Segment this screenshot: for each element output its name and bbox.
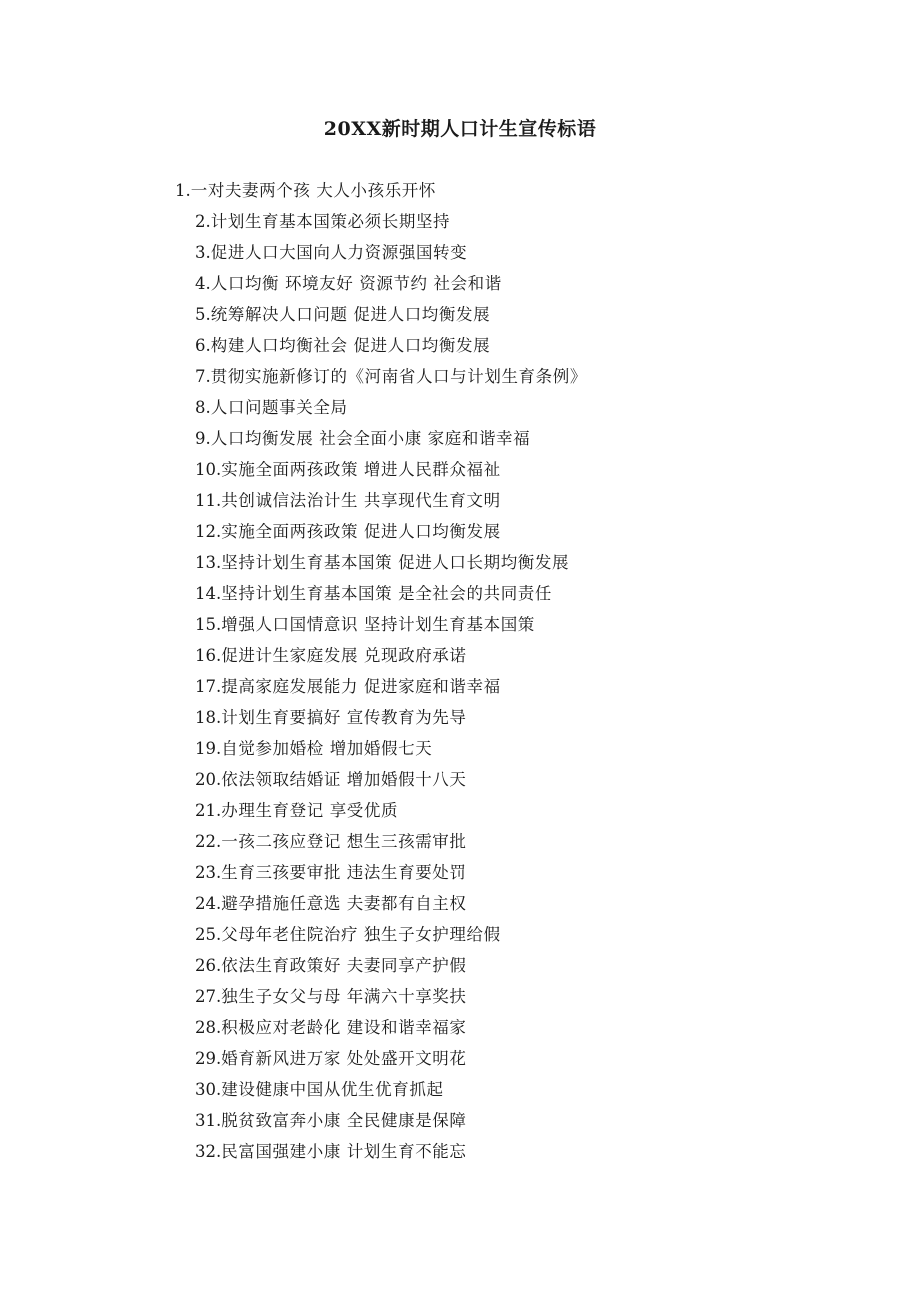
list-item <box>175 643 587 674</box>
item-text: 坚持计划生育基本国策 促进人口长期均衡发展 <box>221 553 570 572</box>
list-item <box>175 674 587 705</box>
item-number: 29. <box>195 1049 222 1068</box>
list-item <box>175 426 587 457</box>
item-text: 坚持计划生育基本国策 是全社会的共同责任 <box>221 584 552 603</box>
item-text: 避孕措施任意选 夫妻都有自主权 <box>221 894 467 913</box>
item-number: 15. <box>195 615 222 634</box>
item-text: 促进计生家庭发展 兑现政府承诺 <box>221 646 467 665</box>
list-item <box>175 302 587 333</box>
item-number: 8. <box>195 398 211 417</box>
item-text: 构建人口均衡社会 促进人口均衡发展 <box>210 336 491 355</box>
list-item <box>175 612 587 643</box>
list-item <box>175 240 587 271</box>
item-number: 16. <box>195 646 222 665</box>
item-number: 30. <box>195 1080 222 1099</box>
item-number: 28. <box>195 1018 222 1037</box>
item-text: 依法生育政策好 夫妻同享产护假 <box>221 956 467 975</box>
list-item <box>175 953 587 984</box>
item-text: 贯彻实施新修订的《河南省人口与计划生育条例》 <box>210 367 587 386</box>
item-number: 13. <box>195 553 222 572</box>
list-item <box>175 1139 587 1170</box>
item-text: 统筹解决人口问题 促进人口均衡发展 <box>210 305 491 324</box>
list-item <box>175 860 587 891</box>
list-item <box>175 178 587 209</box>
item-number: 23. <box>195 863 222 882</box>
item-text: 共创诚信法治计生 共享现代生育文明 <box>221 491 501 510</box>
item-text: 一孩二孩应登记 想生三孩需审批 <box>221 832 467 851</box>
item-number: 18. <box>195 708 222 727</box>
list-item <box>175 271 587 302</box>
item-number: 11. <box>195 491 222 510</box>
item-number: 24. <box>195 894 222 913</box>
slogan-list <box>175 178 587 1170</box>
item-number: 31. <box>195 1111 222 1130</box>
list-item <box>175 333 587 364</box>
item-text: 生育三孩要审批 违法生育要处罚 <box>221 863 467 882</box>
document-title: 20XX新时期人口计生宣传标语 <box>323 118 597 140</box>
list-item <box>175 581 587 612</box>
list-item <box>175 984 587 1015</box>
item-text: 积极应对老龄化 建设和谐幸福家 <box>221 1018 467 1037</box>
item-number: 6. <box>195 336 211 355</box>
item-text: 促进人口大国向人力资源强国转变 <box>210 243 468 262</box>
item-number: 3. <box>195 243 211 262</box>
item-text: 人口均衡 环境友好 资源节约 社会和谐 <box>210 274 502 293</box>
item-text: 增强人口国情意识 坚持计划生育基本国策 <box>221 615 535 634</box>
item-text: 实施全面两孩政策 增进人民群众福祉 <box>221 460 501 479</box>
list-item <box>175 705 587 736</box>
item-number: 20. <box>195 770 222 789</box>
item-number: 4. <box>195 274 211 293</box>
item-number: 22. <box>195 832 222 851</box>
item-number: 5. <box>195 305 211 324</box>
list-item <box>175 550 587 581</box>
list-item <box>175 767 587 798</box>
item-number: 2. <box>195 212 211 231</box>
item-text: 计划生育要搞好 宣传教育为先导 <box>221 708 467 727</box>
item-text: 依法领取结婚证 增加婚假十八天 <box>221 770 467 789</box>
item-number: 19. <box>195 739 222 758</box>
list-item <box>175 1046 587 1077</box>
item-number: 32. <box>195 1142 222 1161</box>
item-text: 独生子女父与母 年满六十享奖扶 <box>221 987 467 1006</box>
item-text: 脱贫致富奔小康 全民健康是保障 <box>221 1111 467 1130</box>
list-item <box>175 395 587 426</box>
list-item <box>175 364 587 395</box>
list-item <box>175 1108 587 1139</box>
list-item <box>175 736 587 767</box>
item-text: 父母年老住院治疗 独生子女护理给假 <box>221 925 501 944</box>
item-text: 婚育新风进万家 处处盛开文明花 <box>221 1049 467 1068</box>
list-item <box>175 488 587 519</box>
item-text: 实施全面两孩政策 促进人口均衡发展 <box>221 522 501 541</box>
item-text: 民富国强建小康 计划生育不能忘 <box>221 1142 467 1161</box>
item-number: 25. <box>195 925 222 944</box>
item-text: 人口问题事关全局 <box>210 398 348 417</box>
item-text: 人口均衡发展 社会全面小康 家庭和谐幸福 <box>210 429 531 448</box>
item-number: 7. <box>195 367 211 386</box>
item-number: 21. <box>195 801 222 820</box>
list-item <box>175 891 587 922</box>
item-number: 17. <box>195 677 222 696</box>
item-text: 办理生育登记 享受优质 <box>221 801 399 820</box>
item-number: 12. <box>195 522 222 541</box>
list-item <box>175 209 587 240</box>
list-item <box>175 829 587 860</box>
list-item <box>175 922 587 953</box>
item-text: 一对夫妻两个孩 大人小孩乐开怀 <box>190 181 436 200</box>
item-text: 建设健康中国从优生优育抓起 <box>221 1080 444 1099</box>
list-item <box>175 798 587 829</box>
list-item <box>175 519 587 550</box>
item-number: 26. <box>195 956 222 975</box>
list-item <box>175 1077 587 1108</box>
item-number: 10. <box>195 460 222 479</box>
item-number: 9. <box>195 429 211 448</box>
item-number: 14. <box>195 584 222 603</box>
item-text: 自觉参加婚检 增加婚假七天 <box>221 739 433 758</box>
list-item <box>175 1015 587 1046</box>
item-number: 1. <box>175 181 191 200</box>
item-text: 提高家庭发展能力 促进家庭和谐幸福 <box>221 677 501 696</box>
item-number: 27. <box>195 987 222 1006</box>
item-text: 计划生育基本国策必须长期坚持 <box>210 212 451 231</box>
list-item <box>175 457 587 488</box>
